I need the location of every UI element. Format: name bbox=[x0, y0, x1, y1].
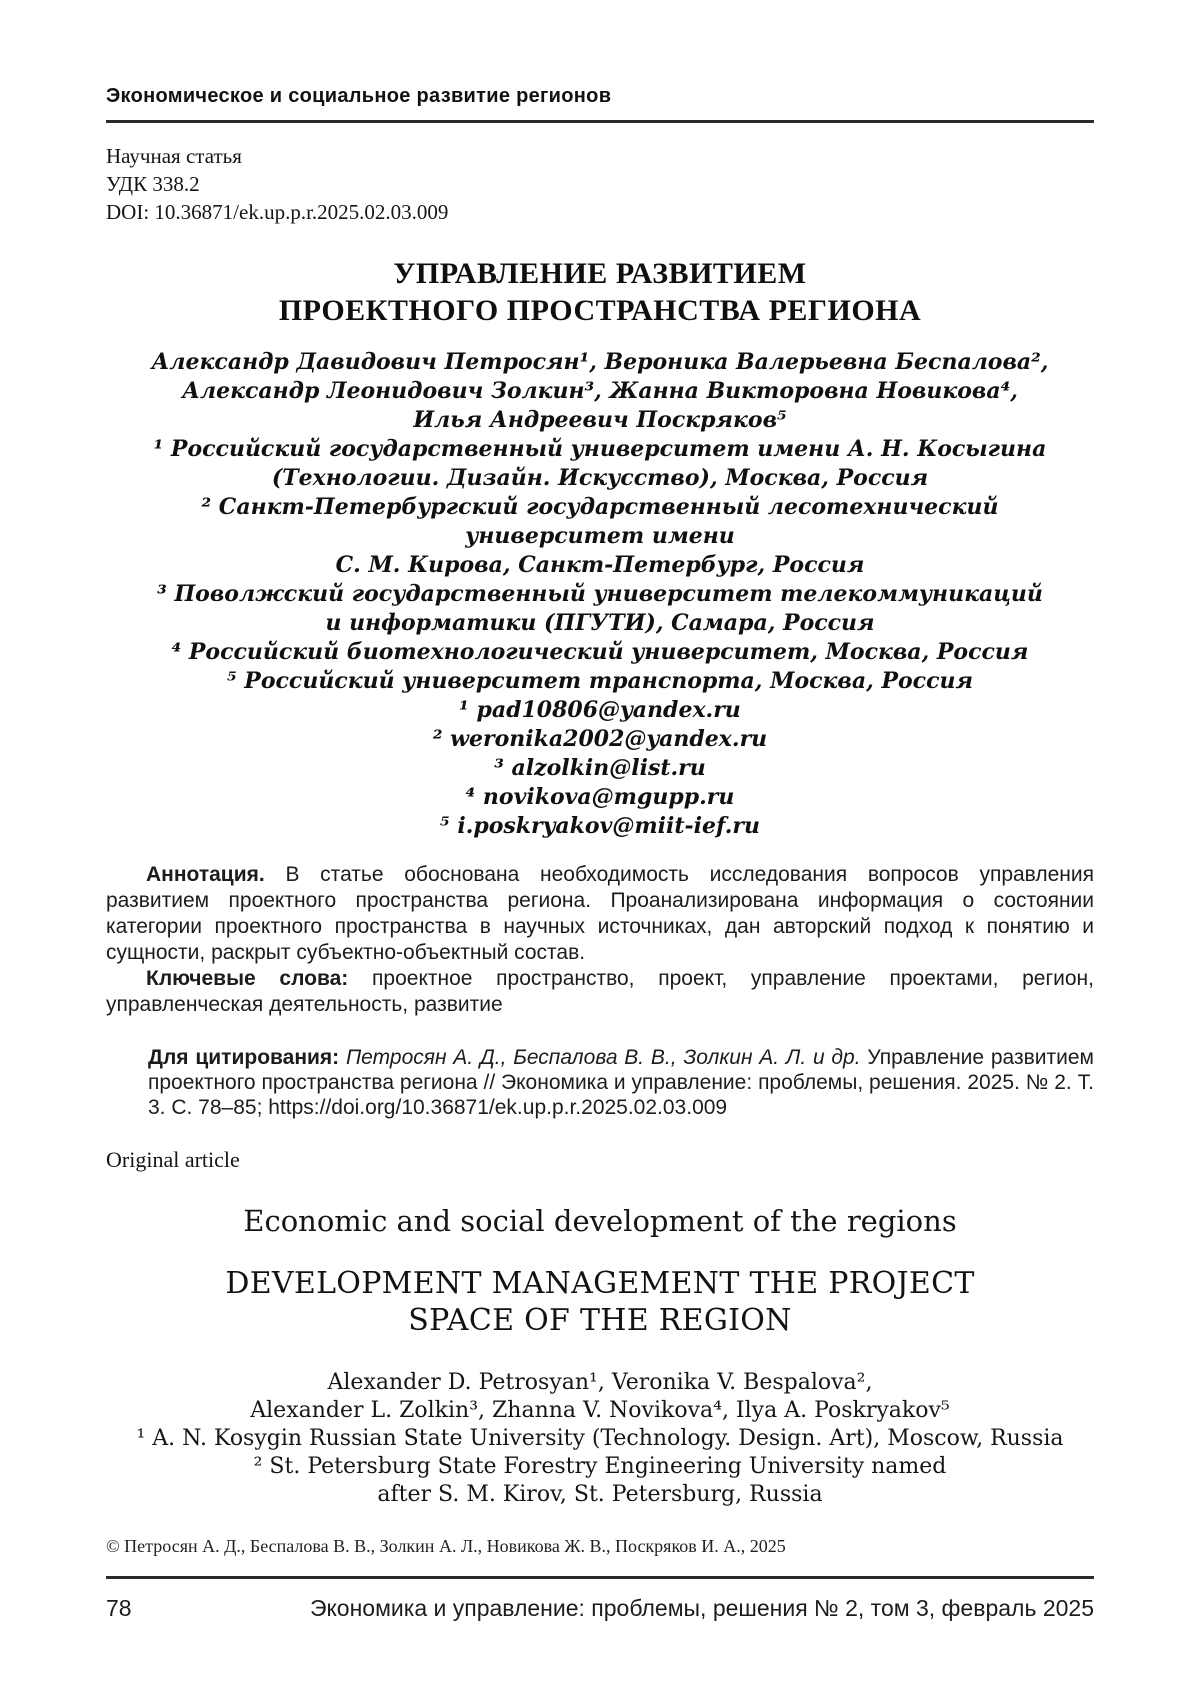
page-number: 78 bbox=[106, 1595, 132, 1621]
article-title-en bbox=[106, 1265, 1094, 1339]
affiliation-ru-line: университет имени bbox=[465, 523, 735, 549]
abstract-label: Аннотация. bbox=[146, 863, 265, 886]
article-title-ru-line1: УПРАВЛЕНИЕ РАЗВИТИЕМ bbox=[393, 257, 807, 290]
affiliation-en-line: ¹ A. N. Kosygin Russian State University (Technology. Design. Art), Moscow, Russia bbox=[136, 1426, 1064, 1451]
article-type-label: Научная статья bbox=[106, 144, 242, 168]
doi-number: DOI: 10.36871/ek.up.p.r.2025.02.03.009 bbox=[106, 200, 449, 224]
article-title-en-line2: SPACE OF THE REGION bbox=[408, 1303, 792, 1338]
authors-en-line: Alexander L. Zolkin³, Zhanna V. Novikova⁴, Ilya A. Poskryakov⁵ bbox=[250, 1398, 950, 1423]
author-email-line: ⁵ i.poskryakov@miit-ief.ru bbox=[440, 813, 760, 839]
udc-number: УДК 338.2 bbox=[106, 172, 200, 196]
header-divider bbox=[106, 120, 1094, 123]
author-email-line: ³ alzolkin@list.ru bbox=[494, 755, 706, 781]
author-email-line: ¹ pad10806@yandex.ru bbox=[459, 697, 741, 723]
authors-ru-line: Александр Леонидович Золкин³, Жанна Викторовна Новикова⁴, bbox=[182, 378, 1018, 404]
section-title-en: Economic and social development of the regions bbox=[243, 1204, 957, 1238]
journal-footer-line: Экономика и управление: проблемы, решения № 2, том 3, февраль 2025 bbox=[309, 1595, 1094, 1621]
affiliation-en-line: ² St. Petersburg State Forestry Engineering University named bbox=[253, 1454, 947, 1479]
author-email-line: ⁴ novikova@mgupp.ru bbox=[465, 784, 735, 810]
author-email-line: ² weronika2002@yandex.ru bbox=[432, 726, 768, 752]
footer-row bbox=[106, 1594, 1094, 1622]
authors-ru-line: Илья Андреевич Поскряков⁵ bbox=[413, 407, 787, 433]
original-article-label: Original article bbox=[106, 1147, 240, 1172]
copyright-line: © Петросян А. Д., Беспалова В. В., Золкин А. Л., Новикова Ж. В., Поскряков И. А., 2025 bbox=[106, 1536, 786, 1556]
citation-authors: Петросян А. Д., Беспалова В. В., Золкин А. Л. и др. bbox=[345, 1046, 861, 1069]
page-footer bbox=[106, 1576, 1094, 1622]
abstract-paragraph bbox=[106, 862, 1094, 966]
abstract-and-keywords bbox=[106, 862, 1094, 1018]
citation-text: Управление развитием проектного пространства региона // Экономика и управление: проблемы, решения. 2025. № 2. Т. 3. С. 78–85; https://doi.org/10.36871/ek.up.p.r.2025.02.03.009 bbox=[148, 1046, 1094, 1119]
authors-ru-line: Александр Давидович Петросян¹, Вероника Валерьевна Беспалова², bbox=[151, 349, 1049, 375]
citation-paragraph bbox=[106, 1045, 1094, 1120]
citation-label: Для цитирования: bbox=[148, 1046, 340, 1069]
affiliation-ru-line: и информатики (ПГУТИ), Самара, Россия bbox=[325, 610, 875, 636]
authors-and-affiliations-en bbox=[106, 1369, 1094, 1509]
running-head: Экономическое и социальное развитие регионов bbox=[106, 85, 612, 107]
affiliation-ru-line: С. М. Кирова, Санкт-Петербург, Россия bbox=[335, 552, 865, 578]
keywords-text: проектное пространство, проект, управление проектами, регион, управленческая деятельность, развитие bbox=[106, 967, 1094, 1016]
article-title-en-line1: DEVELOPMENT MANAGEMENT THE PROJECT bbox=[225, 1266, 975, 1301]
authors-and-affiliations-ru bbox=[106, 348, 1094, 841]
article-title-ru-line2: ПРОЕКТНОГО ПРОСТРАНСТВА РЕГИОНА bbox=[278, 294, 922, 327]
affiliation-ru-line: ¹ Российский государственный университет имени А. Н. Косыгина bbox=[153, 436, 1047, 462]
article-meta bbox=[106, 142, 1094, 226]
affiliation-ru-line: ⁴ Российский биотехнологический университет, Москва, Россия bbox=[171, 639, 1029, 665]
article-title-ru bbox=[106, 255, 1094, 329]
affiliation-ru-line: ² Санкт-Петербургский государственный лесотехнический bbox=[201, 494, 999, 520]
footer-divider bbox=[106, 1576, 1094, 1579]
keywords-label: Ключевые слова: bbox=[146, 967, 349, 990]
affiliation-ru-line: ³ Поволжский государственный университет телекоммуникаций bbox=[157, 581, 1043, 607]
keywords-paragraph bbox=[106, 966, 1094, 1018]
affiliation-en-line: after S. M. Kirov, St. Petersburg, Russia bbox=[377, 1482, 823, 1507]
abstract-text: В статье обоснована необходимость исследования вопросов управления развитием проектного пространства региона. Проанализирована информация о состоянии категории проектного пространства в научных источниках, дан авторский подход к понятию и сущности, раскрыт субъектно-объектный состав. bbox=[106, 863, 1094, 964]
authors-en-line: Alexander D. Petrosyan¹, Veronika V. Bespalova², bbox=[327, 1370, 873, 1395]
affiliation-ru-line: (Технологии. Дизайн. Искусство), Москва, Россия bbox=[271, 465, 929, 491]
affiliation-ru-line: ⁵ Российский университет транспорта, Москва, Россия bbox=[227, 668, 973, 694]
